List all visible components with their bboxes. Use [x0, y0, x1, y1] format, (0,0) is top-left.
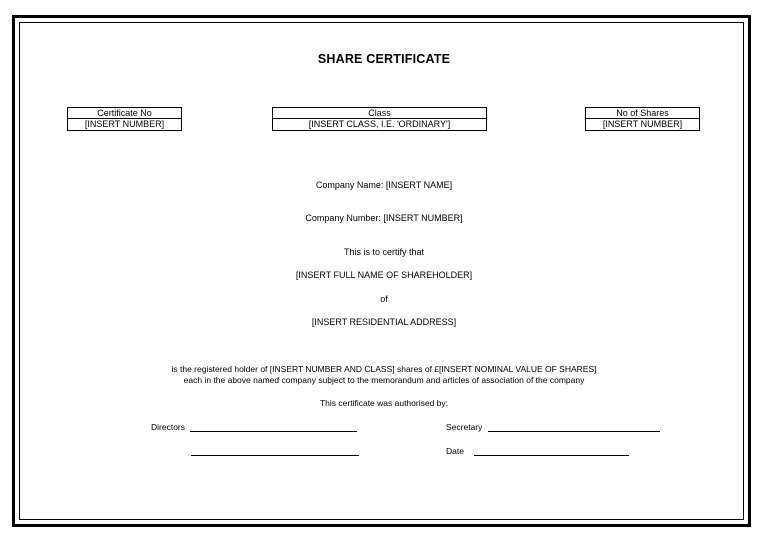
date-line	[474, 446, 629, 456]
company-number: Company Number: [INSERT NUMBER]	[305, 213, 463, 223]
secretary-signature-line	[488, 422, 660, 432]
authorised-text: This certificate was authorised by:	[319, 398, 449, 408]
memorandum-text: each in the above named company subject to the memorandum and articles of association of the company	[183, 375, 585, 385]
no-of-shares-value: [INSERT NUMBER]	[585, 119, 700, 131]
shareholder-name: [INSERT FULL NAME OF SHAREHOLDER]	[295, 270, 473, 280]
class-value: [INSERT CLASS, I.E. 'ORDINARY']	[272, 119, 487, 131]
second-director-signature-line	[191, 446, 359, 456]
certificate-no-label: Certificate No	[67, 107, 182, 119]
registered-holder-text: is the registered holder of [INSERT NUMBER AND CLASS] shares of £[INSERT NOMINAL VALUE OF SHARES]	[171, 364, 597, 374]
no-of-shares-label: No of Shares	[585, 107, 700, 119]
of-text: of	[380, 294, 388, 304]
directors-label: Directors	[151, 422, 186, 432]
company-name: Company Name: [INSERT NAME]	[315, 180, 453, 190]
secretary-signature	[446, 422, 660, 432]
certificate-no-value: [INSERT NUMBER]	[67, 119, 182, 131]
directors-signature-line	[190, 422, 357, 432]
certificate-title: SHARE CERTIFICATE	[317, 52, 451, 66]
date-label: Date	[446, 446, 464, 456]
certify-text: This is to certify that	[343, 247, 425, 257]
certificate-no-box	[67, 107, 182, 131]
class-label: Class	[272, 107, 487, 119]
second-director-signature	[191, 446, 359, 456]
no-of-shares-box	[585, 107, 700, 131]
secretary-label: Secretary	[446, 422, 483, 432]
directors-signature	[151, 422, 357, 432]
class-box	[272, 107, 487, 131]
residential-address: [INSERT RESIDENTIAL ADDRESS]	[311, 317, 457, 327]
date-field	[446, 446, 629, 456]
